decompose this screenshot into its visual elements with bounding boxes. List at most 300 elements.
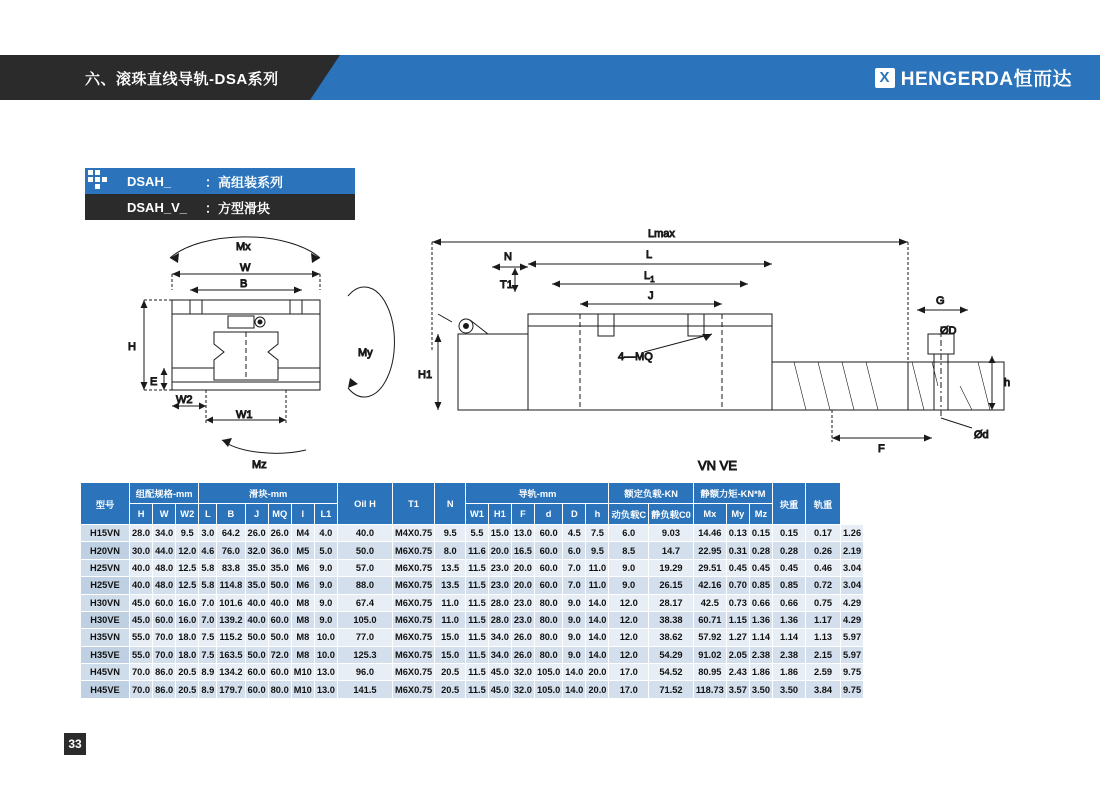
table-cell: 36.0 — [268, 542, 291, 559]
table-cell: 70.0 — [130, 664, 153, 681]
table-cell: 5.0 — [314, 542, 337, 559]
table-cell: 80.0 — [534, 611, 562, 628]
table-cell: 1.15 — [726, 611, 749, 628]
table-cell: 2.38 — [773, 646, 806, 663]
col-h: h — [586, 504, 609, 525]
table-cell: 83.8 — [217, 559, 245, 576]
table-cell: 22.95 — [693, 542, 726, 559]
table-cell: 0.75 — [806, 594, 841, 611]
svg-text:E: E — [150, 376, 158, 388]
table-cell: 5.5 — [466, 525, 489, 542]
table-cell: M6X0.75 — [392, 681, 434, 698]
col-My: My — [726, 504, 749, 525]
table-cell: 28.17 — [649, 594, 694, 611]
table-cell: 14.0 — [586, 594, 609, 611]
table-cell: 11.5 — [466, 559, 489, 576]
table-cell: 7.0 — [563, 559, 586, 576]
table-cell: M6 — [291, 577, 314, 594]
table-cell: 26.15 — [649, 577, 694, 594]
table-cell: 9.03 — [649, 525, 694, 542]
table-cell: 60.0 — [534, 542, 562, 559]
table-cell: 23.0 — [511, 594, 534, 611]
col-Mx: Mx — [693, 504, 726, 525]
table-cell: 60.0 — [534, 559, 562, 576]
table-cell: 50.0 — [245, 629, 268, 646]
svg-text:h: h — [1004, 377, 1011, 389]
legend-code-2: DSAH_V_ — [127, 199, 187, 215]
table-cell: 17.0 — [609, 681, 649, 698]
legend-desc-2: ：方型滑块 — [205, 200, 271, 216]
table-cell: 7.0 — [199, 611, 217, 628]
table-cell: M10 — [291, 681, 314, 698]
group-header-7: 轨重 — [806, 483, 841, 525]
col-F: F — [511, 504, 534, 525]
table-cell: 0.26 — [806, 542, 841, 559]
table-head — [81, 483, 864, 525]
table-cell: M8 — [291, 594, 314, 611]
table-cell: 13.5 — [435, 559, 466, 576]
page-title: 六、滚珠直线导轨-DSA系列 — [85, 71, 279, 88]
table-cell: 60.71 — [693, 611, 726, 628]
table-body — [81, 525, 864, 699]
svg-text:B: B — [240, 278, 248, 290]
table-cell: 105.0 — [534, 681, 562, 698]
table-cell: 40.0 — [130, 559, 153, 576]
table-cell: 55.0 — [130, 646, 153, 663]
table-cell: 0.28 — [773, 542, 806, 559]
table-cell: 23.0 — [511, 611, 534, 628]
table-cell: 19.29 — [649, 559, 694, 576]
table-cell: 18.0 — [176, 629, 199, 646]
table-cell: 45.0 — [130, 594, 153, 611]
svg-text:Mx: Mx — [236, 241, 251, 253]
table-cell: 57.0 — [337, 559, 392, 576]
table-cell: 1.36 — [749, 611, 772, 628]
svg-text:N: N — [504, 251, 512, 263]
table-cell: 38.38 — [649, 611, 694, 628]
table-cell: 35.0 — [245, 559, 268, 576]
table-cell-model: H45VE — [81, 681, 130, 698]
table-cell: 71.52 — [649, 681, 694, 698]
table-cell: 42.16 — [693, 577, 726, 594]
table-cell: 1.86 — [773, 664, 806, 681]
table-cell: M6X0.75 — [392, 542, 434, 559]
table-cell: 0.15 — [749, 525, 772, 542]
table-cell: 34.0 — [488, 629, 511, 646]
table-cell: 30.0 — [130, 542, 153, 559]
table-cell: 4.5 — [563, 525, 586, 542]
table-cell: 14.7 — [649, 542, 694, 559]
legend-row-square-block — [85, 194, 355, 220]
table-cell: 23.0 — [488, 577, 511, 594]
table-cell-model: H20VN — [81, 542, 130, 559]
table-cell-model: H15VN — [81, 525, 130, 542]
table-cell: 18.0 — [176, 646, 199, 663]
svg-text:H1: H1 — [418, 369, 433, 381]
table-cell: 0.45 — [773, 559, 806, 576]
table-cell: 60.0 — [245, 664, 268, 681]
table-cell: 34.0 — [488, 646, 511, 663]
legend-desc-1: ：高组装系列 — [205, 174, 284, 190]
table-cell: 86.0 — [153, 681, 176, 698]
table-cell: 14.46 — [693, 525, 726, 542]
table-cell: 0.85 — [749, 577, 772, 594]
brand-mark-icon: X — [875, 68, 895, 88]
group-header-4: 额定负载-KN — [609, 483, 693, 504]
svg-text:L: L — [646, 249, 653, 261]
table-cell: M6X0.75 — [392, 559, 434, 576]
page-number: 33 — [64, 733, 86, 755]
table-cell: 9.0 — [314, 594, 337, 611]
group-header-6: 块重 — [773, 483, 806, 525]
table-cell: 0.66 — [773, 594, 806, 611]
table-cell: 5.97 — [841, 646, 864, 663]
table-cell: 8.9 — [199, 681, 217, 698]
table-cell: 76.0 — [217, 542, 245, 559]
front-view-drawing — [110, 228, 410, 478]
table-cell: 101.6 — [217, 594, 245, 611]
table-cell: 16.0 — [176, 594, 199, 611]
table-cell-model: H25VE — [81, 577, 130, 594]
table-cell: 4.0 — [314, 525, 337, 542]
table-cell: 3.57 — [726, 681, 749, 698]
table-cell: 55.0 — [130, 629, 153, 646]
table-cell: M6X0.75 — [392, 594, 434, 611]
brand-name: HENGERDA恒而达 — [900, 69, 1072, 90]
table-cell: 11.0 — [435, 594, 466, 611]
table-cell: 11.6 — [466, 542, 489, 559]
table-cell: 118.73 — [693, 681, 726, 698]
table-cell: 14.0 — [586, 646, 609, 663]
table-cell-model: H25VN — [81, 559, 130, 576]
table-cell: 7.5 — [199, 629, 217, 646]
table-cell: 26.0 — [511, 629, 534, 646]
table-cell: 13.0 — [511, 525, 534, 542]
table-cell: 0.46 — [806, 559, 841, 576]
table-cell: M8 — [291, 646, 314, 663]
table-cell: 5.8 — [199, 559, 217, 576]
table-cell: 8.9 — [199, 664, 217, 681]
table-cell: 20.0 — [586, 681, 609, 698]
table-cell: 20.0 — [511, 559, 534, 576]
table-cell: 9.0 — [563, 611, 586, 628]
table-cell: 0.13 — [726, 525, 749, 542]
table-cell: 16.0 — [176, 611, 199, 628]
table-cell: 141.5 — [337, 681, 392, 698]
svg-text:W1: W1 — [236, 409, 253, 421]
side-view-drawing — [412, 222, 1024, 478]
table-cell: M6 — [291, 559, 314, 576]
svg-text:W2: W2 — [176, 394, 193, 406]
table-cell: 5.8 — [199, 577, 217, 594]
table-cell: 32.0 — [245, 542, 268, 559]
table-cell: 26.0 — [511, 646, 534, 663]
table-cell: 9.75 — [841, 681, 864, 698]
table-cell: 48.0 — [153, 559, 176, 576]
table-cell: 11.5 — [466, 646, 489, 663]
table-row — [81, 525, 864, 542]
table-cell: 11.0 — [435, 611, 466, 628]
table-cell: M6X0.75 — [392, 577, 434, 594]
table-cell: 17.0 — [609, 664, 649, 681]
table-cell: 10.0 — [314, 629, 337, 646]
table-cell: 12.5 — [176, 577, 199, 594]
table-cell: 1.17 — [806, 611, 841, 628]
table-cell: M6X0.75 — [392, 664, 434, 681]
table-cell: 3.0 — [199, 525, 217, 542]
table-cell: 60.0 — [534, 525, 562, 542]
table-column-header-row — [81, 504, 864, 525]
table-cell: 2.38 — [749, 646, 772, 663]
series-legend — [85, 168, 355, 220]
col-l: l — [291, 504, 314, 525]
table-cell: 14.0 — [563, 664, 586, 681]
table-group-header-row — [81, 483, 864, 504]
table-cell: 2.15 — [806, 646, 841, 663]
group-header-oilh: Oil H — [337, 483, 392, 525]
group-header-3: 导轨-mm — [466, 483, 609, 504]
table-row — [81, 542, 864, 559]
table-cell: 40.0 — [245, 594, 268, 611]
col-d: d — [534, 504, 562, 525]
table-cell: 3.84 — [806, 681, 841, 698]
svg-text:ØD: ØD — [940, 325, 957, 337]
table-cell: 72.0 — [268, 646, 291, 663]
table-cell: 48.0 — [153, 577, 176, 594]
table-cell: 57.92 — [693, 629, 726, 646]
table-cell: 28.0 — [130, 525, 153, 542]
table-cell: 8.5 — [609, 542, 649, 559]
col-B: B — [217, 504, 245, 525]
table-cell: 14.0 — [563, 681, 586, 698]
table-cell: 13.5 — [435, 577, 466, 594]
col-W: W — [153, 504, 176, 525]
table-cell: 14.0 — [586, 629, 609, 646]
svg-text:G: G — [936, 295, 945, 307]
table-cell: 11.5 — [466, 681, 489, 698]
table-cell: 60.0 — [268, 611, 291, 628]
table-cell: 44.0 — [153, 542, 176, 559]
table-cell: 13.0 — [314, 681, 337, 698]
table-cell: 1.14 — [749, 629, 772, 646]
table-cell: 15.0 — [435, 646, 466, 663]
table-cell: 50.0 — [245, 646, 268, 663]
table-cell: 134.2 — [217, 664, 245, 681]
table-row — [81, 611, 864, 628]
table-cell: 1.27 — [726, 629, 749, 646]
table-cell: 64.2 — [217, 525, 245, 542]
table-cell: 38.62 — [649, 629, 694, 646]
table-row — [81, 559, 864, 576]
table-cell: 23.0 — [488, 559, 511, 576]
table-cell: 8.0 — [435, 542, 466, 559]
table-cell: 40.0 — [268, 594, 291, 611]
table-cell: M4 — [291, 525, 314, 542]
svg-text:VN VE: VN VE — [698, 458, 738, 473]
table-cell: 6.0 — [563, 542, 586, 559]
table-cell: M8 — [291, 611, 314, 628]
table-cell: 163.5 — [217, 646, 245, 663]
table-cell: 11.5 — [466, 594, 489, 611]
table-cell: 20.0 — [488, 542, 511, 559]
table-cell: 54.52 — [649, 664, 694, 681]
col-Mz: Mz — [749, 504, 772, 525]
table-cell: 35.0 — [245, 577, 268, 594]
table-cell: 0.66 — [749, 594, 772, 611]
table-cell: 0.73 — [726, 594, 749, 611]
table-cell-model: H35VE — [81, 646, 130, 663]
table-cell: 0.17 — [806, 525, 841, 542]
table-cell: 91.02 — [693, 646, 726, 663]
table-cell: M6X0.75 — [392, 629, 434, 646]
table-cell: 20.5 — [176, 664, 199, 681]
table-cell: 40.0 — [245, 611, 268, 628]
table-cell: 60.0 — [268, 664, 291, 681]
col-MQ: MQ — [268, 504, 291, 525]
table-cell: 35.0 — [268, 559, 291, 576]
table-cell: 4.29 — [841, 611, 864, 628]
svg-text:My: My — [358, 347, 373, 359]
table-cell: 1.86 — [749, 664, 772, 681]
table-cell: 9.5 — [435, 525, 466, 542]
table-row — [81, 594, 864, 611]
table-cell: 9.0 — [314, 577, 337, 594]
col-H: H — [130, 504, 153, 525]
table-cell: 105.0 — [534, 664, 562, 681]
table-cell: 9.5 — [176, 525, 199, 542]
svg-text:Ød: Ød — [974, 429, 989, 441]
table-cell: 32.0 — [511, 681, 534, 698]
table-cell: 2.59 — [806, 664, 841, 681]
svg-text:L1: $L_1$ — [644, 270, 655, 284]
table-cell: 0.72 — [806, 577, 841, 594]
table-cell: 45.0 — [488, 681, 511, 698]
table-cell: 12.5 — [176, 559, 199, 576]
table-cell: 20.0 — [586, 664, 609, 681]
table-cell: 20.5 — [176, 681, 199, 698]
table-cell-model: H30VN — [81, 594, 130, 611]
table-cell: 0.85 — [773, 577, 806, 594]
table-cell: 9.75 — [841, 664, 864, 681]
table-cell: 7.0 — [563, 577, 586, 594]
table-cell: M8 — [291, 629, 314, 646]
table-cell: 7.0 — [199, 594, 217, 611]
table-cell: 0.15 — [773, 525, 806, 542]
group-header-1: 组配规格-mm — [130, 483, 199, 504]
table-cell: 0.70 — [726, 577, 749, 594]
col-J: J — [245, 504, 268, 525]
table-cell: 86.0 — [153, 664, 176, 681]
table-cell: 13.0 — [314, 664, 337, 681]
table-cell: 15.0 — [435, 629, 466, 646]
table-cell: 11.5 — [466, 629, 489, 646]
col-H1: H1 — [488, 504, 511, 525]
table-cell: 26.0 — [268, 525, 291, 542]
table-cell: 114.8 — [217, 577, 245, 594]
table-cell: 11.0 — [586, 577, 609, 594]
svg-text:Mz: Mz — [252, 459, 267, 471]
table-cell: 16.5 — [511, 542, 534, 559]
table-cell: 1.36 — [773, 611, 806, 628]
table-cell: 60.0 — [245, 681, 268, 698]
svg-text:T1: T1 — [500, 279, 513, 291]
table-cell: 60.0 — [153, 611, 176, 628]
table-cell: 1.26 — [841, 525, 864, 542]
legend-code-1: DSAH_ — [127, 173, 172, 189]
table-cell: 88.0 — [337, 577, 392, 594]
table-cell: 105.0 — [337, 611, 392, 628]
table-cell: 60.0 — [534, 577, 562, 594]
table-cell: 7.5 — [199, 646, 217, 663]
svg-text:F: F — [878, 443, 885, 455]
group-header-2: 滑块-mm — [199, 483, 338, 504]
table-cell: 9.0 — [314, 559, 337, 576]
table-cell: 15.0 — [488, 525, 511, 542]
table-cell: M6X0.75 — [392, 646, 434, 663]
table-cell: 0.45 — [726, 559, 749, 576]
table-cell: 9.0 — [609, 577, 649, 594]
table-cell: 139.2 — [217, 611, 245, 628]
col-D: D — [563, 504, 586, 525]
table-cell: 42.5 — [693, 594, 726, 611]
table-cell: 20.0 — [511, 577, 534, 594]
table-cell: 50.0 — [268, 629, 291, 646]
table-cell: 45.0 — [488, 664, 511, 681]
table-cell: 9.5 — [586, 542, 609, 559]
table-cell: 9.0 — [563, 594, 586, 611]
col-dynamic-load: 动负载C — [609, 504, 649, 525]
table-cell: 50.0 — [337, 542, 392, 559]
table-cell: 28.0 — [488, 611, 511, 628]
col-L1: L1 — [314, 504, 337, 525]
table-cell: 9.0 — [563, 629, 586, 646]
table-cell: 0.28 — [749, 542, 772, 559]
table-cell-model: H30VE — [81, 611, 130, 628]
table-cell: 12.0 — [609, 594, 649, 611]
group-header-5: 静额力矩-KN*M — [693, 483, 772, 504]
table-cell: 70.0 — [153, 646, 176, 663]
table-cell-model: H45VN — [81, 664, 130, 681]
table-cell: 1.13 — [806, 629, 841, 646]
table-cell: 80.0 — [534, 646, 562, 663]
table-cell: 20.5 — [435, 681, 466, 698]
table-cell: 20.5 — [435, 664, 466, 681]
col-static-load: 静负载C0 — [649, 504, 694, 525]
table-cell: 9.0 — [563, 646, 586, 663]
svg-text:4—MQ: 4—MQ — [618, 351, 653, 363]
table-cell: 179.7 — [217, 681, 245, 698]
table-cell: 12.0 — [609, 646, 649, 663]
svg-text:W: W — [240, 262, 251, 274]
table-cell: 3.50 — [773, 681, 806, 698]
svg-text:H: H — [128, 341, 136, 353]
table-cell: 40.0 — [130, 577, 153, 594]
specification-table — [80, 482, 864, 699]
table-cell: 11.5 — [466, 577, 489, 594]
table-cell: 3.50 — [749, 681, 772, 698]
table-cell: 9.0 — [314, 611, 337, 628]
table-cell: 2.19 — [841, 542, 864, 559]
table-cell: 1.14 — [773, 629, 806, 646]
table-cell: 60.0 — [153, 594, 176, 611]
svg-text:Lmax: Lmax — [648, 228, 675, 240]
table-cell: 0.45 — [749, 559, 772, 576]
table-row — [81, 664, 864, 681]
table-cell: 9.0 — [609, 559, 649, 576]
table-cell: 77.0 — [337, 629, 392, 646]
table-cell: 96.0 — [337, 664, 392, 681]
table-cell: 3.04 — [841, 577, 864, 594]
